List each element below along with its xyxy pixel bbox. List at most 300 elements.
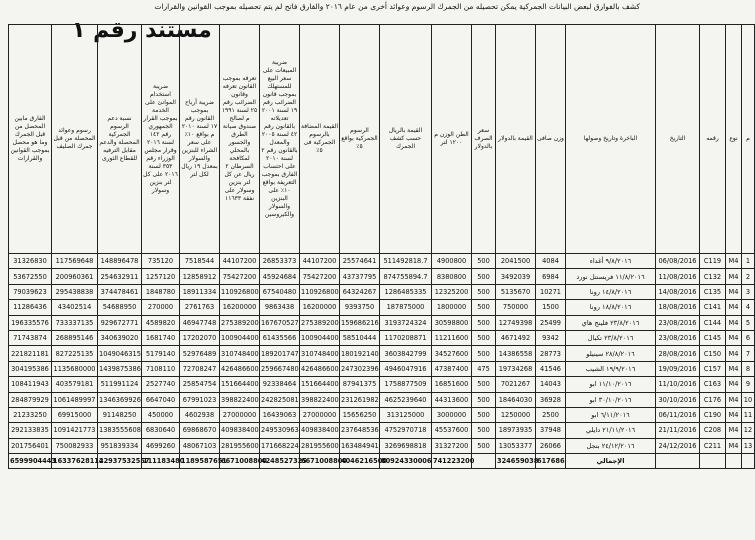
table-cell: ٩/٨/٢٠١٦ أغداء	[566, 254, 656, 269]
table-cell: 500	[472, 315, 496, 330]
table-cell: C150	[700, 346, 726, 361]
table-cell	[700, 454, 726, 469]
table-cell: 249530963	[260, 423, 300, 438]
table-cell: 163484941	[340, 438, 380, 453]
table-cell: 16851600	[432, 377, 472, 392]
table-cell: 79039623	[9, 284, 52, 299]
table-row	[9, 407, 755, 422]
table-cell: 4589820	[142, 315, 180, 330]
column-header: م	[742, 25, 755, 254]
table-cell: 6599904443	[9, 454, 52, 469]
table-cell: 475	[472, 361, 496, 376]
table-cell: 06/11/2016	[656, 407, 700, 422]
table-cell: 37948	[536, 423, 566, 438]
column-header: القيمة المضافة بالرسوم الجمركية فى ٥٪	[300, 25, 340, 254]
column-header: نوع	[726, 25, 742, 254]
table-cell: 14/08/2016	[656, 284, 700, 299]
table-cell: 11/10/2016	[656, 377, 700, 392]
table-cell: M4	[726, 407, 742, 422]
table-cell: 6671008800	[300, 454, 340, 469]
table-row	[9, 315, 755, 330]
table-cell: 12325200	[432, 284, 472, 299]
column-header: ضريبة المبيعات على سعر البيع للمستهلك بموجب قانون الضرائب رقم ١٩ لسنة ٢٠٠١ تعديلاته بالقانون رقم ٤٢ لسنة ٢٠٠٥ والمعدل بالقانون رقم ٢ لسنة ٢٠١٠ على احتساب الفارق بموجب التعريفة بواقع ١٠٪ على البنزين والسولار والكيروسين	[260, 25, 300, 254]
column-header: نسبة دعم الرسوم الجمركية المحصلة والدعم مقابل الترفيه للقطاع الثورى	[98, 25, 142, 254]
table-cell: ٢٣/٨/٢٠١٦ تكبال	[566, 330, 656, 345]
table-cell: 500	[472, 407, 496, 422]
table-cell: 500	[472, 300, 496, 315]
table-cell: 16337628114	[52, 454, 98, 469]
table-cell: 275389200	[300, 315, 340, 330]
table-cell: C144	[700, 315, 726, 330]
table-cell: 1250000	[496, 407, 536, 422]
table-cell: 9863438	[260, 300, 300, 315]
table-cell: 511991124	[98, 377, 142, 392]
table-cell: 735120	[142, 254, 180, 269]
table-cell: 10	[742, 392, 755, 407]
table-cell: 617686	[536, 454, 566, 469]
table-cell: 61435566	[260, 330, 300, 345]
table-cell: M4	[726, 423, 742, 438]
table-cell: M4	[726, 377, 742, 392]
table-cell: 31326830	[9, 254, 52, 269]
table-cell: 13053377	[496, 438, 536, 453]
table-cell: 284879929	[9, 392, 52, 407]
table-cell: 64324267	[340, 284, 380, 299]
table-cell: 110926800	[220, 284, 260, 299]
table-cell	[472, 454, 496, 469]
table-cell: 5179140	[142, 346, 180, 361]
table-cell: 27000000	[300, 407, 340, 422]
table-cell: 221821181	[9, 346, 52, 361]
table-row	[9, 377, 755, 392]
table-cell: 30/10/2016	[656, 392, 700, 407]
table-cell: 11211600	[432, 330, 472, 345]
table-cell: 16439063	[260, 407, 300, 422]
table-cell: 44313600	[432, 392, 472, 407]
table-cell: 4248527325	[260, 454, 300, 469]
table-row	[9, 438, 755, 453]
table-cell: 6830640	[142, 423, 180, 438]
table-cell: 1758877509	[380, 377, 432, 392]
table-cell: C135	[700, 284, 726, 299]
table-cell: 275389200	[220, 315, 260, 330]
table-cell: 409838400	[220, 423, 260, 438]
table-cell: 254632911	[98, 269, 142, 284]
table-cell: M4	[726, 315, 742, 330]
table-cell: 11286436	[9, 300, 52, 315]
table-cell: C190	[700, 407, 726, 422]
table-cell: 200960361	[52, 269, 98, 284]
table-cell: 733337135	[52, 315, 98, 330]
table-cell: 23/08/2016	[656, 315, 700, 330]
table-cell: C119	[700, 254, 726, 269]
table-cell: 5	[742, 315, 755, 330]
table-cell: 4699260	[142, 438, 180, 453]
table-cell: 15656250	[340, 407, 380, 422]
table-cell: 44107200	[220, 254, 260, 269]
table-cell: 16200000	[300, 300, 340, 315]
table-cell: 18/08/2016	[656, 300, 700, 315]
table-cell: 5135670	[496, 284, 536, 299]
table-cell: ٢٣/٨/٢٠١٦ فلينج هاي	[566, 315, 656, 330]
table-cell: 9	[742, 377, 755, 392]
table-cell: ١١/٨/٢٠١٦ فريسنتل نورد	[566, 269, 656, 284]
table-cell	[742, 454, 755, 469]
table-cell: M4	[726, 254, 742, 269]
table-cell: 18911334	[180, 284, 220, 299]
table-cell: 46947748	[180, 315, 220, 330]
table-cell: 398822400	[300, 392, 340, 407]
table-cell: 19734268	[496, 361, 536, 376]
table-cell: 16200000	[220, 300, 260, 315]
table-row	[9, 392, 755, 407]
table-cell: 1049046315	[98, 346, 142, 361]
column-header: الرسوم الجمركية بواقع ٥٪	[340, 25, 380, 254]
table-cell: 9342	[536, 330, 566, 345]
table-cell: 6	[742, 330, 755, 345]
table-cell: 4	[742, 300, 755, 315]
table-cell: 187875000	[380, 300, 432, 315]
table-cell: ١٩/٩/٢٠١٦ الشيب	[566, 361, 656, 376]
table-cell: ٦/١١/٢٠١٦ ابو	[566, 407, 656, 422]
table-cell: 340639020	[98, 330, 142, 345]
table-cell: M4	[726, 269, 742, 284]
table-cell: 1135680000	[52, 361, 98, 376]
table-cell: 67991023	[180, 392, 220, 407]
table-cell: 6984	[536, 269, 566, 284]
table-cell: 8380800	[432, 269, 472, 284]
column-header: رقمه	[700, 25, 726, 254]
table-cell: 58510444	[340, 330, 380, 345]
table-cell: 500	[472, 346, 496, 361]
table-cell: 53672550	[9, 269, 52, 284]
table-cell: 500	[472, 438, 496, 453]
column-header: وزن صافى	[536, 25, 566, 254]
table-cell: 91148250	[98, 407, 142, 422]
table-cell: 4602938	[180, 407, 220, 422]
column-header: الباخرة وتاريخ وصولها	[566, 25, 656, 254]
table-cell: 17202070	[180, 330, 220, 345]
column-header: ضريبة أرباح بموجب القانون رقم ١٧ لسنة ٢٠١٠ م بواقع ١٠٪ على سعر الشراء للبنزين والسولار بمعدل ١٩ ريال لكل لتر	[180, 25, 220, 254]
table-cell: 54688950	[98, 300, 142, 315]
table-cell: 41546	[536, 361, 566, 376]
table-cell: 80924330006	[380, 454, 432, 469]
table-cell: C157	[700, 361, 726, 376]
table-cell: 26066	[536, 438, 566, 453]
totals-row	[9, 454, 755, 469]
table-cell: 12749398	[496, 315, 536, 330]
table-cell: C211	[700, 438, 726, 453]
table-cell: 1189587651	[180, 454, 220, 469]
table-cell: 69868670	[180, 423, 220, 438]
table-cell: 19/09/2016	[656, 361, 700, 376]
table-row	[9, 423, 755, 438]
table-row	[9, 346, 755, 361]
table-cell: 25854754	[180, 377, 220, 392]
table-cell: 31327200	[432, 438, 472, 453]
table-cell: ١١/١٠/٢٠١٦ ابو	[566, 377, 656, 392]
table-row	[9, 284, 755, 299]
table-cell: 310748400	[300, 346, 340, 361]
table-row	[9, 269, 755, 284]
table-cell: M4	[726, 330, 742, 345]
table-cell: 1383555608	[98, 423, 142, 438]
table-cell: 27000000	[220, 407, 260, 422]
table-cell: 3269698818	[380, 438, 432, 453]
table-cell: 06/08/2016	[656, 254, 700, 269]
table-cell: C163	[700, 377, 726, 392]
table-cell: 2527740	[142, 377, 180, 392]
table-cell: 34527600	[432, 346, 472, 361]
table-cell: 9393750	[340, 300, 380, 315]
table-cell: 108411943	[9, 377, 52, 392]
table-cell: M4	[726, 361, 742, 376]
table-row	[9, 330, 755, 345]
table-cell: C132	[700, 269, 726, 284]
table-cell: 4046216500	[340, 454, 380, 469]
table-cell: 3000000	[432, 407, 472, 422]
table-cell: 67540480	[260, 284, 300, 299]
table-cell: 24/12/2016	[656, 438, 700, 453]
column-header: القيمة بالدولار	[496, 25, 536, 254]
table-cell: 247302396	[340, 361, 380, 376]
table-cell: 22937532557	[98, 454, 142, 469]
table-cell: 87941375	[340, 377, 380, 392]
table-cell: 1061489997	[52, 392, 98, 407]
table-cell: 929672771	[98, 315, 142, 330]
table-row	[9, 254, 755, 269]
table-cell: 237648536	[340, 423, 380, 438]
table-cell: 26853373	[260, 254, 300, 269]
table-cell: 304195386	[9, 361, 52, 376]
table-cell: M4	[726, 438, 742, 453]
table-cell: 874755894.7	[380, 269, 432, 284]
table-cell: 500	[472, 423, 496, 438]
table-cell: 750000	[496, 300, 536, 315]
table-cell: 21233250	[9, 407, 52, 422]
table-cell: 242825081	[260, 392, 300, 407]
column-header: سعر الصرف بالدولار	[472, 25, 496, 254]
table-row	[9, 361, 755, 376]
table-cell: 7021267	[496, 377, 536, 392]
table-cell: 52976489	[180, 346, 220, 361]
table-cell: 4625239640	[380, 392, 432, 407]
table-cell: 45924684	[260, 269, 300, 284]
table-cell: 10271	[536, 284, 566, 299]
table-cell: 1439875386	[98, 361, 142, 376]
document-number-stamp: مستند رقم ١	[72, 18, 212, 43]
table-cell: 511492818.7	[380, 254, 432, 269]
table-cell: 741223200	[432, 454, 472, 469]
table-cell: 36928	[536, 392, 566, 407]
table-cell: 281955600	[300, 438, 340, 453]
table-cell: 75427200	[220, 269, 260, 284]
table-cell: 1800000	[432, 300, 472, 315]
table-cell: 3	[742, 284, 755, 299]
table-cell: 30598800	[432, 315, 472, 330]
table-cell: 1286485335	[380, 284, 432, 299]
table-cell: 7518544	[180, 254, 220, 269]
table-cell: 1170208871	[380, 330, 432, 345]
table-cell: 500	[472, 330, 496, 345]
table-cell: ١٤/٨/٢٠١٦ رونا	[566, 284, 656, 299]
table-cell: 43737795	[340, 269, 380, 284]
table-cell: 28773	[536, 346, 566, 361]
column-header: الفارق مابين المحصل من قبل الجمرك وما هو محصل بموجب القوانين والقرارات	[9, 25, 52, 254]
column-header: تعرفه بموجب القانون تعرفه وقانون الضرائب رقم ٢٥ لسنة ١٩٩١ م لصالح صندوق صيانة الطرق والجسور بالمحلي لمكافحة السرطان ٢ ريال عن كل لتر بنزين وسولار على نفقة ١١٦٣٣	[220, 25, 260, 254]
table-cell: ٢١/١١/٢٠١٦ دايلي	[566, 423, 656, 438]
table-cell: 4752970718	[380, 423, 432, 438]
table-cell: 1848780	[142, 284, 180, 299]
table-cell: 45537600	[432, 423, 472, 438]
table-cell: ١٨/٨/٢٠١٦ رونا	[566, 300, 656, 315]
column-header: رسوم وعوائد المحصلة من قبل جمرك الصليف	[52, 25, 98, 254]
table-cell: M4	[726, 346, 742, 361]
table-cell: 100904400	[220, 330, 260, 345]
customs-differences-table	[8, 24, 755, 469]
table-cell: 6671008800	[220, 454, 260, 469]
table-cell	[656, 454, 700, 469]
table-cell: 1091421773	[52, 423, 98, 438]
table-cell: 270000	[142, 300, 180, 315]
table-cell: 21/11/2016	[656, 423, 700, 438]
table-cell: 500	[472, 269, 496, 284]
table-cell: 69915000	[52, 407, 98, 422]
table-cell: C176	[700, 392, 726, 407]
table-cell: 4671492	[496, 330, 536, 345]
table-cell: M4	[726, 392, 742, 407]
table-cell: 18464030	[496, 392, 536, 407]
table-cell: 44107200	[300, 254, 340, 269]
table-cell: ٢٤/١٢/٢٠١٦ بنجل	[566, 438, 656, 453]
table-cell: 281955600	[220, 438, 260, 453]
table-cell: 12858912	[180, 269, 220, 284]
table-cell: 8	[742, 361, 755, 376]
table-cell: 13	[742, 438, 755, 453]
table-cell: 48067103	[180, 438, 220, 453]
table-cell: 231261982	[340, 392, 380, 407]
table-cell: 450000	[142, 407, 180, 422]
column-header: التاريخ	[656, 25, 700, 254]
table-cell: 3492039	[496, 269, 536, 284]
table-cell: 1681740	[142, 330, 180, 345]
table-cell: 1346369926	[98, 392, 142, 407]
table-cell: 827225135	[52, 346, 98, 361]
table-cell: C208	[700, 423, 726, 438]
table-header-row	[9, 25, 755, 254]
table-cell: 1257120	[142, 269, 180, 284]
table-cell: 25499	[536, 315, 566, 330]
table-cell: C141	[700, 300, 726, 315]
table-cell: 189201747	[260, 346, 300, 361]
table-cell: 750082933	[52, 438, 98, 453]
table-cell: 2500	[536, 407, 566, 422]
table-cell: 500	[472, 377, 496, 392]
table-cell: 6647040	[142, 392, 180, 407]
table-cell: 171668224	[260, 438, 300, 453]
table-cell: 500	[472, 392, 496, 407]
table-cell: 268895146	[52, 330, 98, 345]
table-cell: 11/08/2016	[656, 269, 700, 284]
table-cell: ٣٠/١٠/٢٠١٦ ابو	[566, 392, 656, 407]
table-cell: 180192140	[340, 346, 380, 361]
table-cell: 14043	[536, 377, 566, 392]
table-cell: 23/08/2016	[656, 330, 700, 345]
table-cell: 4084	[536, 254, 566, 269]
table-cell: 18973935	[496, 423, 536, 438]
table-cell: ٢٨/٨/٢٠١٦ سينيلو	[566, 346, 656, 361]
table-cell: 159686216	[340, 315, 380, 330]
table-body	[9, 254, 755, 469]
table-cell: 11	[742, 407, 755, 422]
table-cell: 500	[472, 284, 496, 299]
table-cell: 3603842799	[380, 346, 432, 361]
table-cell: 409838400	[300, 423, 340, 438]
table-cell: 951839334	[98, 438, 142, 453]
table-cell: 313125000	[380, 407, 432, 422]
column-header: ضريبة استخدام الموانئ على الخدمة بموجب القرار الجمهوري رقم ١٤٢ لسنة ٢٠١٦ وقرار مجلس الوزراء رقم ٣٥٣ لسنة ٢٠١٦ على كل لتر بنزين وسولار	[142, 25, 180, 254]
table-cell: 403579181	[52, 377, 98, 392]
table-cell: 25574641	[340, 254, 380, 269]
table-cell: 2761763	[180, 300, 220, 315]
table-cell: 92338464	[260, 377, 300, 392]
table-cell: 295438838	[52, 284, 98, 299]
table-cell: 71743874	[9, 330, 52, 345]
table-cell: 2041500	[496, 254, 536, 269]
table-cell: 196335576	[9, 315, 52, 330]
table-cell: C145	[700, 330, 726, 345]
table-cell: 1500	[536, 300, 566, 315]
table-cell: 47387400	[432, 361, 472, 376]
table-cell: M4	[726, 284, 742, 299]
table-cell: 43402514	[52, 300, 98, 315]
table-cell: 259667480	[260, 361, 300, 376]
table-cell: 100904400	[300, 330, 340, 345]
table-cell: 14386558	[496, 346, 536, 361]
table-cell: 75427200	[300, 269, 340, 284]
table-cell: 12	[742, 423, 755, 438]
table-cell: 72708247	[180, 361, 220, 376]
table-cell: الإجمالي	[566, 454, 656, 469]
table-cell: 28/08/2016	[656, 346, 700, 361]
column-header: الطن الوزن م ١٢٠٠ لتر	[432, 25, 472, 254]
table-cell: 2	[742, 269, 755, 284]
document-title: كشف بالفوارق لبعض البيانات الجمركية يمكن تحصيله من الجمرك الرسوم وعوائد أخرى من عام ٢٠١٦ والفارق فاتح لم يتم تحصيله بموجب القوانين والقرارات	[154, 2, 640, 11]
column-header: القيمة بالريال حسب كشف الجمرك	[380, 25, 432, 254]
table-row	[9, 300, 755, 315]
table-cell: 117569648	[52, 254, 98, 269]
table-cell: 167670527	[260, 315, 300, 330]
table-cell: 148896478	[98, 254, 142, 269]
table-cell: 111183480	[142, 454, 180, 469]
table-cell: 7108110	[142, 361, 180, 376]
table-cell: 426486600	[220, 361, 260, 376]
table-cell: 398822400	[220, 392, 260, 407]
table-cell: 426486600	[300, 361, 340, 376]
table-cell: 151664400	[220, 377, 260, 392]
table-cell: 310748400	[220, 346, 260, 361]
table-cell: M4	[726, 300, 742, 315]
table-cell: 374478461	[98, 284, 142, 299]
table-cell: 3193724324	[380, 315, 432, 330]
table-cell: 324659038	[496, 454, 536, 469]
table-cell: 151664400	[300, 377, 340, 392]
table-cell: 292133835	[9, 423, 52, 438]
table-cell: 4946047916	[380, 361, 432, 376]
table-cell: 7	[742, 346, 755, 361]
table-cell: 110926800	[300, 284, 340, 299]
table-cell: 1	[742, 254, 755, 269]
